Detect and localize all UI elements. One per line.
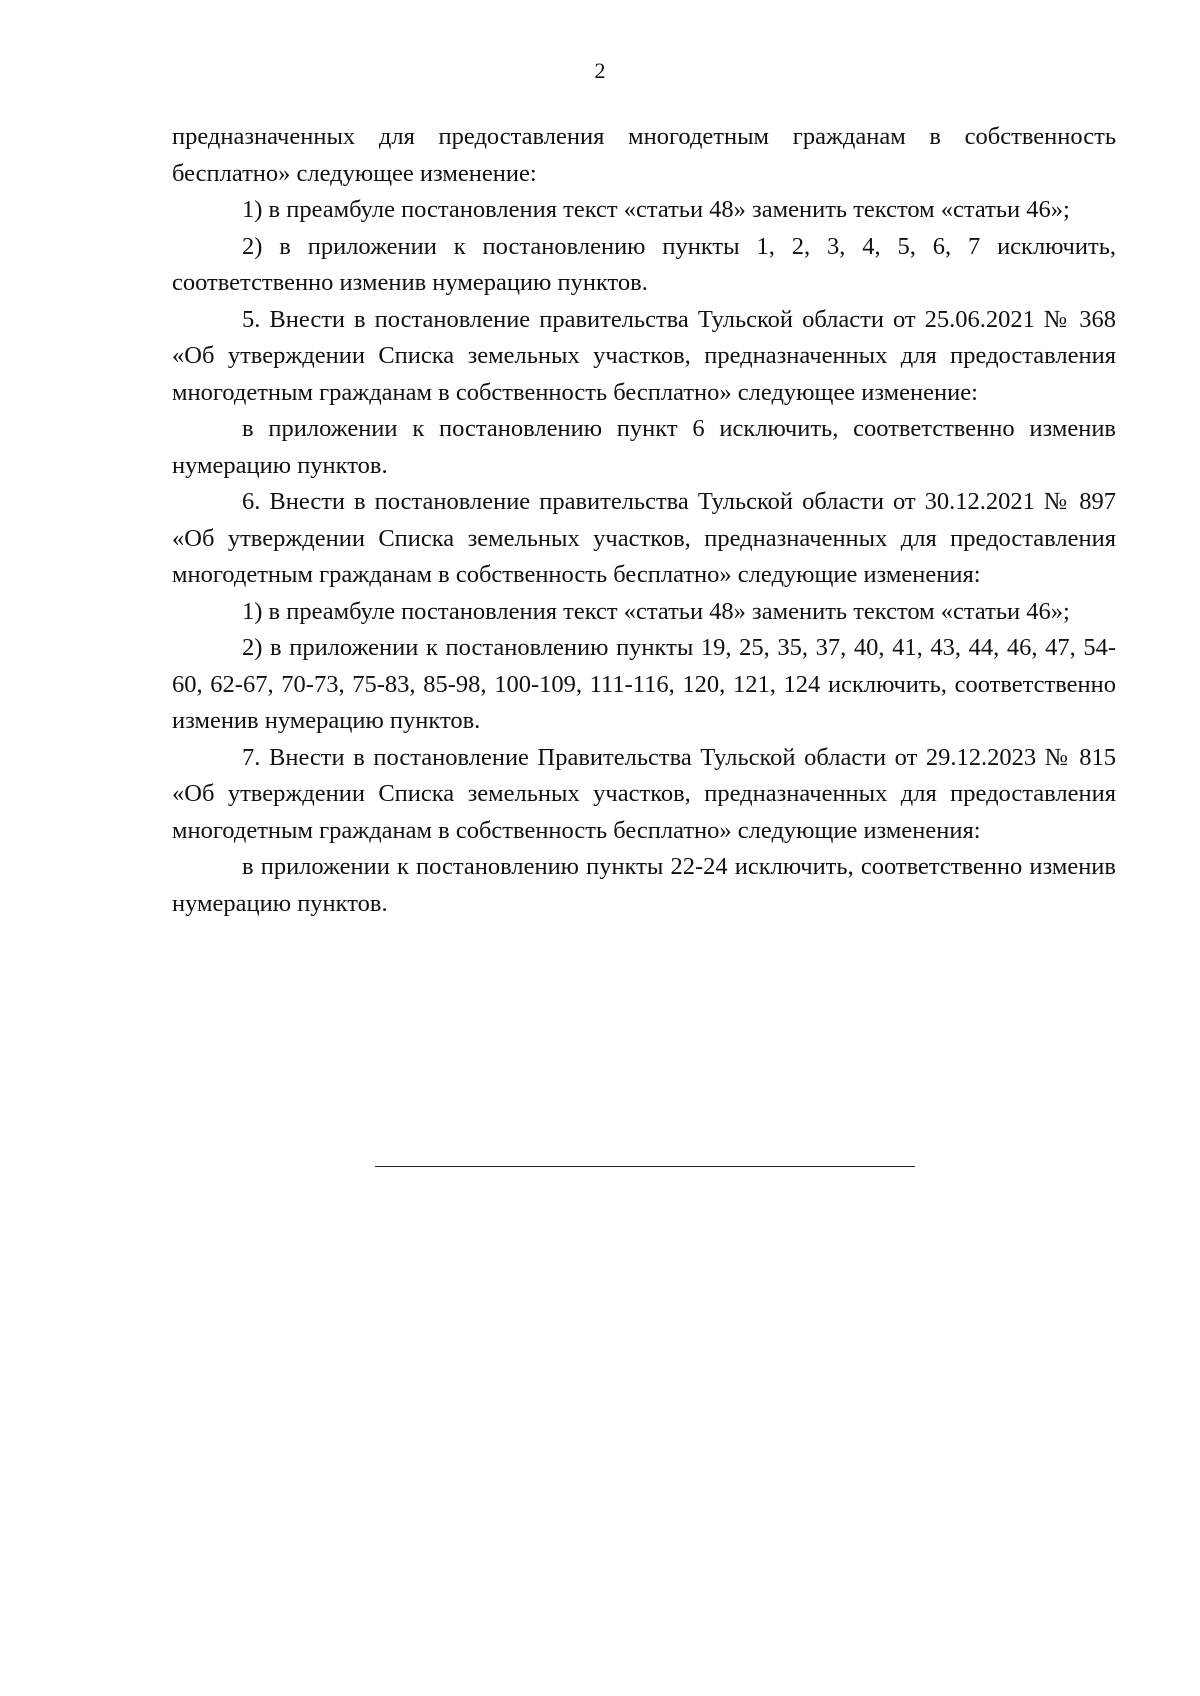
paragraph-section-7-body: в приложении к постановлению пункты 22-24 исключить, соответственно изменив нумерацию пунктов. [172, 853, 1116, 917]
paragraph-item-4-2: 2) в приложении к постановлению пункты 1, 2, 3, 4, 5, 6, 7 исключить, соответственно изменив нумерацию пунктов. [172, 232, 1116, 296]
paragraph-item-6-2: 2) в приложении к постановлению пункты 19, 25, 35, 37, 40, 41, 43, 44, 46, 47, 54-60, 62-67, 70-73, 75-83, 85-98, 100-109, 111-116, 120, 121, 124 исключить, соответственно изменив нумерацию пунктов. [172, 634, 1116, 734]
document-body [172, 119, 1116, 922]
page-number: 2 [594, 58, 606, 83]
paragraph-section-7: 7. Внести в постановление Правительства Тульской области от 29.12.2023 № 815 «Об утверждении Списка земельных участков, предназначенных для предоставления многодетным гражданам в собственность бесплатно» следующие изменения: [172, 743, 1116, 844]
paragraph-section-5: 5. Внести в постановление правительства Тульской области от 25.06.2021 № 368 «Об утверждении Списка земельных участков, предназначенных для предоставления многодетным гражданам в собственность бесплатно» следующее изменение: [172, 305, 1116, 406]
paragraph-section-5-body: в приложении к постановлению пункт 6 исключить, соответственно изменив нумерацию пунктов. [172, 415, 1116, 479]
paragraph-section-6: 6. Внести в постановление правительства Тульской области от 30.12.2021 № 897 «Об утверждении Списка земельных участков, предназначенных для предоставления многодетным гражданам в собственность бесплатно» следующие изменения: [172, 488, 1116, 588]
paragraph-continuation: предназначенных для предоставления многодетным гражданам в собственность бесплатно» следующее изменение: [172, 123, 1116, 187]
paragraph-item-4-1: 1) в преамбуле постановления текст «статьи 48» заменить текстом «статьи 46»; [242, 196, 1070, 223]
paragraph-item-6-1: 1) в преамбуле постановления текст «статьи 48» заменить текстом «статьи 46»; [242, 597, 1070, 625]
end-divider-line [375, 1166, 915, 1167]
